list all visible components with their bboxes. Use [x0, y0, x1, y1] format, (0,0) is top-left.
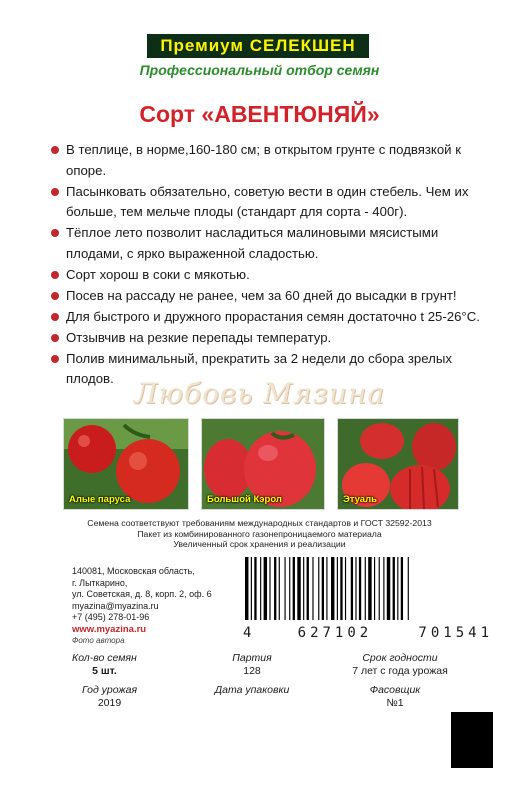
bullet-icon	[51, 313, 59, 321]
harvest-year-label: Год урожая	[82, 684, 138, 696]
barcode-bar	[289, 557, 290, 620]
barcode	[243, 557, 493, 620]
feature-item	[49, 286, 489, 307]
feature-text: Посев на рассаду не ранее, чем за 60 дней до высадки в грунт!	[66, 287, 457, 303]
feature-text: Тёплое лето позволит насладиться малиновыми мясистыми плодами, с ярко выраженной сладостью.	[66, 225, 439, 261]
bullet-icon	[51, 355, 59, 363]
harvest-year-field	[82, 684, 137, 710]
feature-item	[49, 140, 489, 181]
bullet-icon	[51, 188, 59, 196]
features-list	[49, 140, 489, 390]
author-signature-watermark: Любовь Мязина	[133, 377, 386, 410]
barcode-bar	[260, 557, 261, 620]
bullet-icon	[51, 334, 59, 342]
feature-text: Отзывчив на резкие перепады температур.	[66, 329, 332, 345]
black-marker-tab	[451, 712, 493, 768]
photo-caption: Этуаль	[343, 494, 377, 505]
barcode-bar	[365, 557, 366, 620]
barcode-bar	[326, 557, 327, 620]
barcode-bar	[345, 557, 346, 620]
barcode-bar	[397, 557, 398, 620]
website-link[interactable]: www.myazina.ru	[72, 623, 147, 635]
harvest-year-value: 2019	[97, 697, 122, 709]
shelf-life-field	[335, 652, 465, 678]
brand-banner	[147, 34, 369, 58]
barcode-bar	[303, 557, 304, 620]
batch-field	[212, 652, 292, 678]
barcode-bar	[264, 557, 267, 620]
barcode-bar	[340, 557, 342, 620]
barcode-bar	[393, 557, 395, 620]
barcode-bar	[297, 557, 300, 620]
barcode-bar	[285, 557, 286, 620]
barcode-digit-group: 4	[243, 625, 252, 641]
barcode-bar	[337, 557, 338, 620]
feature-text: Полив минимальный, прекратить за 2 недели до сбора зрелых плодов.	[66, 350, 452, 386]
batch-value: 128	[243, 665, 261, 677]
barcode-bar	[312, 557, 313, 620]
bullet-icon	[51, 292, 59, 300]
variety-title: Сорт «АВЕНТЮНЯЙ»	[139, 101, 380, 127]
feature-item	[49, 307, 489, 328]
pack-date-label: Дата упаковки	[214, 684, 290, 696]
pack-date-field	[205, 684, 299, 697]
packer-label: Фасовщик	[369, 684, 421, 696]
barcode-bar	[374, 557, 375, 620]
feature-item	[49, 328, 489, 349]
barcode-bar	[245, 557, 248, 620]
photo-caption: Алые паруса	[69, 494, 131, 505]
barcode-bar	[251, 557, 252, 620]
photo-credit: Фото автора	[72, 636, 125, 645]
barcode-bar	[401, 557, 403, 620]
packer-field	[350, 684, 440, 710]
bullet-icon	[51, 146, 59, 154]
barcode-bar	[307, 557, 309, 620]
barcode-bar	[355, 557, 356, 620]
photo-tomato-bolshoy-kerol	[201, 418, 325, 510]
barcode-bar	[368, 557, 371, 620]
cert-line: Увеличенный срок хранения и реализации	[173, 539, 346, 549]
seed-count-value: 5 шт.	[92, 665, 117, 677]
feature-text: Пасынковать обязательно, советую вести в один стебель. Чем их больше, тем мельче плоды (стандарт для сорта - 400г).	[66, 183, 469, 219]
shelf-life-label: Срок годности	[362, 652, 438, 664]
tagline: Профессиональный отбор семян	[139, 62, 380, 78]
shelf-life-value: 7 лет с года урожая	[352, 665, 448, 677]
feature-item	[49, 182, 489, 223]
bullet-icon	[51, 271, 59, 279]
barcode-bar	[274, 557, 276, 620]
feature-text: Сорт хорош в соки с мякотью.	[66, 266, 250, 282]
barcode-bar	[383, 557, 384, 620]
barcode-bar	[293, 557, 295, 620]
barcode-digit-group: 701541	[418, 625, 493, 641]
barcode-bar	[351, 557, 353, 620]
feature-text: В теплице, в норме,160-180 см; в открытом грунте с подвязкой к опоре.	[66, 142, 461, 178]
photo-caption: Большой Кэрол	[207, 494, 282, 505]
barcode-bar	[322, 557, 324, 620]
barcode-bar	[379, 557, 380, 620]
cert-line: Пакет из комбинированного газонепроницаемого материала	[137, 528, 382, 539]
seed-count-field	[72, 652, 137, 678]
barcode-bar	[331, 557, 334, 620]
bullet-icon	[51, 229, 59, 237]
barcode-digit-group: 627102	[297, 625, 373, 641]
barcode-bar	[269, 557, 270, 620]
address-line: г. Лыткарино,	[72, 577, 128, 588]
seed-count-label: Кол-во семян	[72, 652, 137, 664]
packer-value: №1	[386, 697, 404, 709]
phone-number: +7 (495) 278-01-96	[72, 612, 150, 622]
barcode-number	[243, 625, 493, 641]
photo-tomato-etual	[337, 418, 459, 510]
cert-line: Семена соответствуют требованиям международных стандартов и ГОСТ 32592-2013	[87, 518, 432, 528]
email-link[interactable]: myazina@myazina.ru	[72, 600, 159, 611]
barcode-bar	[359, 557, 361, 620]
barcode-bar	[254, 557, 256, 620]
company-address	[72, 566, 212, 647]
feature-text: Для быстрого и дружного прорастания семян достаточно t 25-26°С.	[66, 308, 480, 324]
batch-label: Партия	[232, 652, 272, 664]
barcode-bar	[279, 557, 280, 620]
feature-item	[49, 265, 489, 286]
photo-tomato-alye-parusa	[63, 418, 189, 510]
address-line: 140081, Московская область,	[72, 566, 195, 576]
certification-block	[0, 518, 519, 550]
brand-name: Премиум СЕЛЕКШЕН	[160, 36, 356, 55]
barcode-bar	[318, 557, 319, 620]
barcode-bar	[408, 557, 409, 620]
barcode-bar	[387, 557, 390, 620]
address-line: ул. Советская, д. 8, корп. 2, оф. 6	[72, 589, 212, 599]
feature-item	[49, 223, 489, 264]
